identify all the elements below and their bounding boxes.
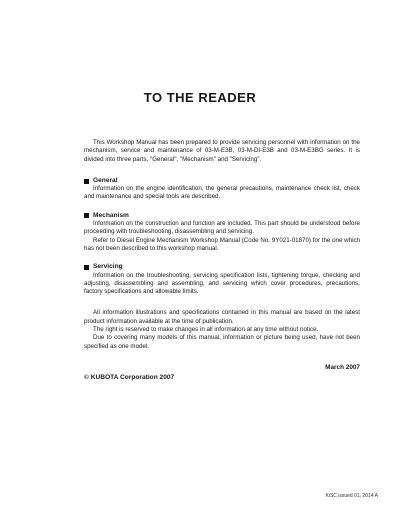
section-mechanism (84, 212, 360, 253)
section-paragraph: Information on the troubleshooting, servicing specification lists, tightening torque, checking and adjusting, disassembling and assembling, and servicing which cover procedures, precautions, factory specifications and allowable limits. (84, 271, 360, 296)
section-heading (84, 212, 360, 220)
note-paragraph: Due to covering many models of this manual, information or picture being used, have not been specified as one model. (84, 334, 360, 350)
section-general (84, 177, 360, 202)
section-paragraph: Refer to Diesel Engine Mechanism Workshop Manual (Code No. 9Y021-01870) for the one which has not been described to this workshop manual. (84, 236, 360, 252)
section-heading-label: General (93, 176, 118, 184)
document-code: KiSC issued 01, 2014 A (325, 493, 378, 499)
square-bullet-icon (84, 213, 89, 218)
section-paragraph: Information on the construction and function are included. This part should be understood before proceeding with troubleshooting, disassembling and servicing. (84, 220, 360, 236)
document-body (84, 139, 360, 383)
intro-paragraph: This Workshop Manual has been prepared to provide servicing personnel with information on the mechanism, service and maintenance of 03-M-E3B, 03-M-DI-E3B and 03-M-E3BG series. It is divided into three parts, "General", "Mechanism" and "Servicing". (84, 139, 360, 163)
section-heading (84, 263, 360, 271)
notes-block (84, 309, 360, 350)
square-bullet-icon (84, 179, 89, 184)
note-paragraph: All information illustrations and specifications contained in this manual are based on the latest product information available at the time of publication. (84, 309, 360, 325)
section-paragraph: Information on the engine identification, the general precautions, maintenance check list, check and maintenance and special tools are described. (84, 185, 360, 201)
section-heading-label: Servicing (93, 263, 123, 271)
square-bullet-icon (84, 265, 89, 270)
section-heading-label: Mechanism (93, 211, 129, 219)
publication-date: March 2007 (325, 363, 360, 371)
copyright-notice: © KUBOTA Corporation 2007 (84, 374, 175, 382)
section-servicing (84, 263, 360, 296)
page-title: TO THE READER (143, 90, 257, 105)
note-paragraph: The right is reserved to make changes in all information at any time without notice. (93, 326, 319, 334)
section-heading (84, 177, 360, 185)
